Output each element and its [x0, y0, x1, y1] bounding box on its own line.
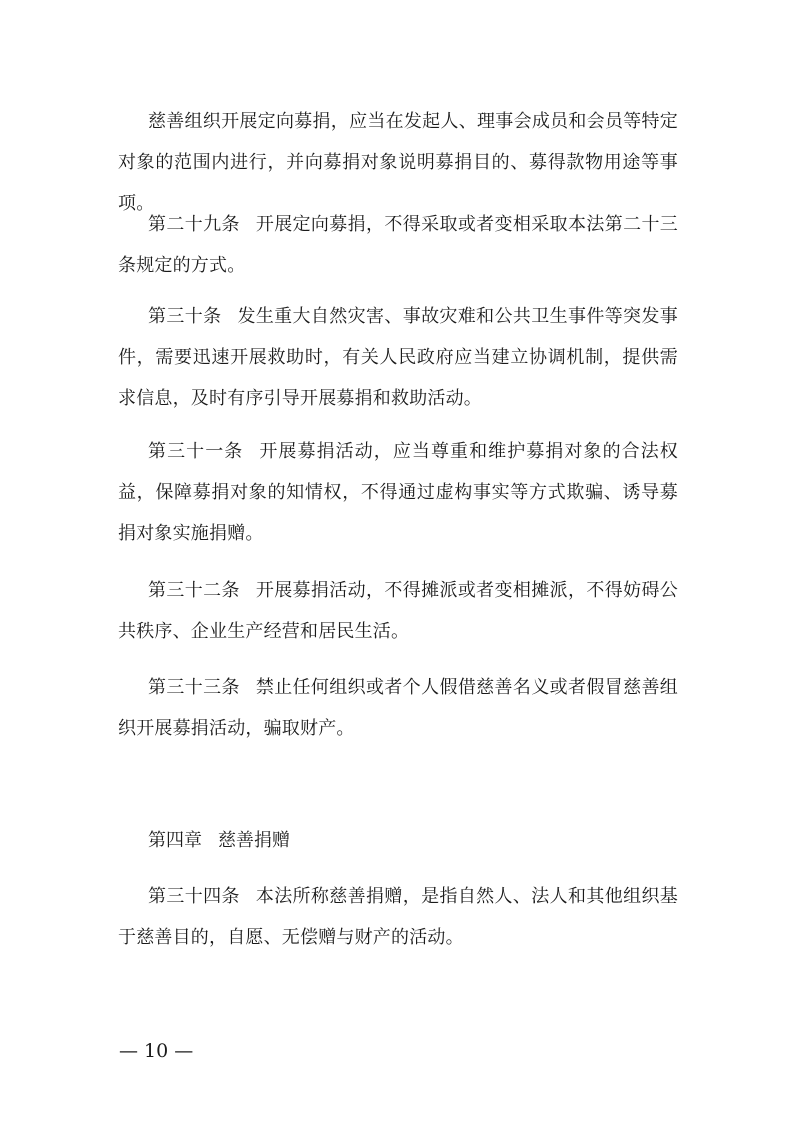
article-number: 第三十三条	[148, 677, 240, 698]
article-text: 开展募捐活动，应当尊重和维护募捐对象的合法权益，保障募捐对象的知情权，不得通过虚构事实等方式欺骗、诱导募捐对象实施捐赠。	[118, 441, 679, 544]
article-number: 第三十二条	[148, 580, 240, 601]
chapter-heading	[148, 820, 290, 861]
article-33	[118, 667, 678, 749]
article-30	[118, 296, 678, 419]
article-text: 开展定向募捐，不得采取或者变相采取本法第二十三条规定的方式。	[118, 214, 679, 276]
article-text: 开展募捐活动，不得摊派或者变相摊派，不得妨碍公共秩序、企业生产经营和居民生活。	[118, 580, 679, 642]
article-number: 第三十一条	[148, 441, 244, 462]
article-text: 发生重大自然灾害、事故灾难和公共卫生事件等突发事件，需要迅速开展救助时，有关人民政府应当建立协调机制，提供需求信息，及时有序引导开展募捐和救助活动。	[118, 306, 678, 409]
article-number: 第三十条	[148, 306, 222, 327]
paragraph-text: 慈善组织开展定向募捐，应当在发起人、理事会成员和会员等特定对象的范围内进行，并向募捐对象说明募捐目的、募得款物用途等事项。	[118, 111, 678, 214]
article-29	[118, 204, 678, 286]
article-32	[118, 570, 678, 652]
article-text: 本法所称慈善捐赠，是指自然人、法人和其他组织基于慈善目的，自愿、无偿赠与财产的活动。	[118, 886, 679, 948]
article-number: 第三十四条	[148, 886, 240, 907]
chapter-number: 第四章	[148, 830, 202, 851]
article-34	[118, 876, 678, 958]
article-text: 禁止任何组织或者个人假借慈善名义或者假冒慈善组织开展募捐活动，骗取财产。	[118, 677, 679, 739]
page-number: — 10 —	[119, 1040, 194, 1062]
chapter-title: 慈善捐赠	[218, 830, 290, 851]
article-number: 第二十九条	[148, 214, 240, 235]
article-31	[118, 431, 678, 554]
